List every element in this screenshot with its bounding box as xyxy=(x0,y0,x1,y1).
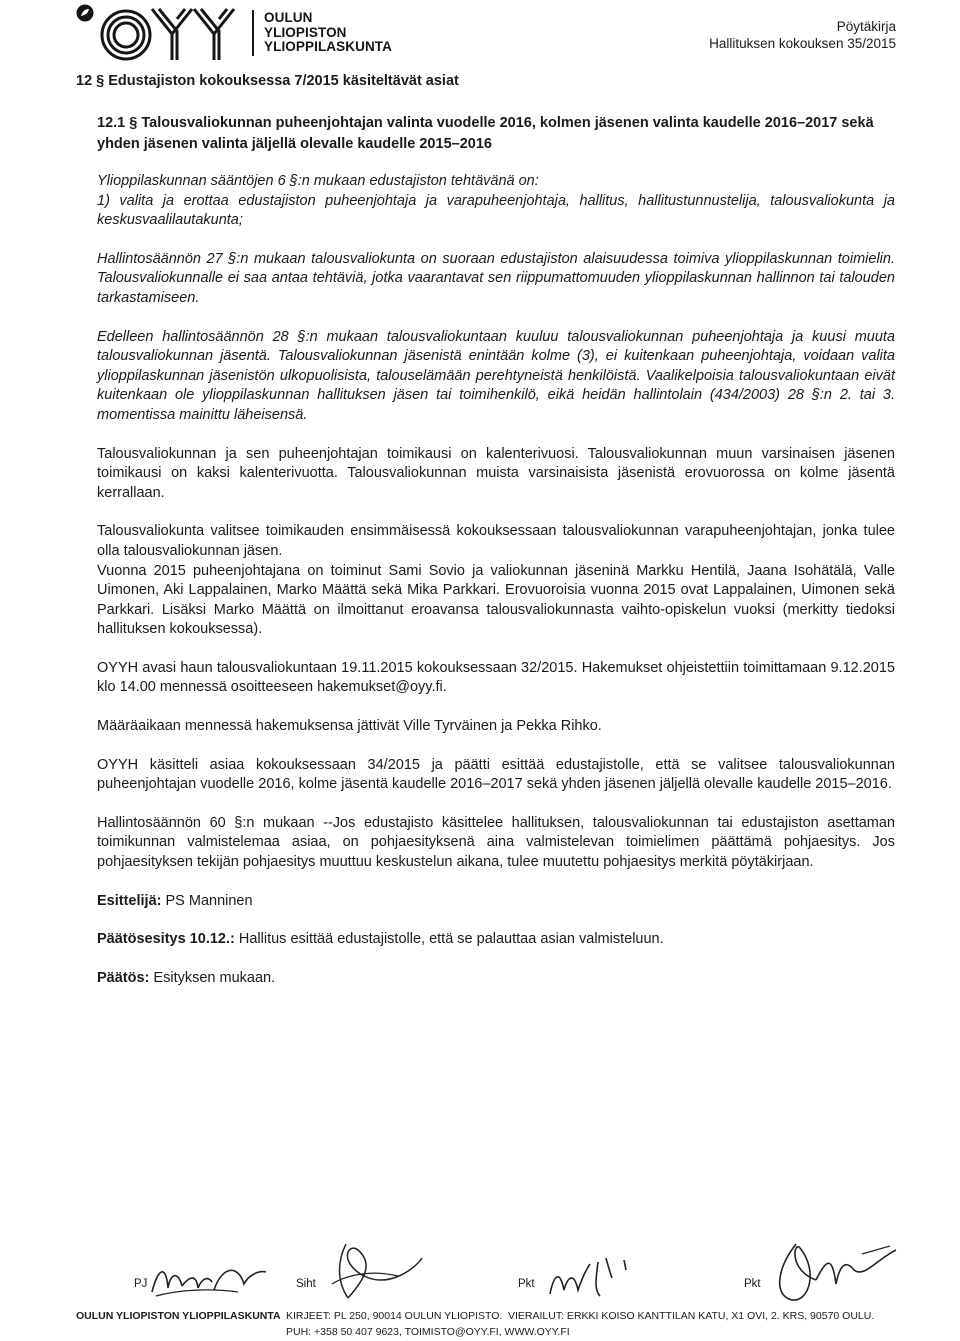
footer-visiting-address: VIERAILUT: ERKKI KOISO KANTTILAN KATU, X1 OVI, 2. KRS, 90570 OULU. xyxy=(508,1310,875,1322)
committee-info xyxy=(97,522,895,640)
signature-row xyxy=(76,1240,896,1302)
signature-label-pj: PJ xyxy=(134,1278,148,1290)
oyy-logo xyxy=(76,4,393,62)
presenter-label: Esittelijä: xyxy=(97,892,162,909)
proposal-line xyxy=(97,930,895,950)
paragraph-rule-60: Hallintosäännön 60 §:n mukaan --Jos edustajisto käsittelee hallituksen, talousvaliokunnan tai edustajiston asettaman toimikunnan valmistelemaa asiaa, on pohjaesityksenä aina valmistelevan toimielimen päättämä pohjaesitys. Jos pohjaesityksen tekijän pohjaesitys muuttuu keskustelun aikana, tulee muutettu pohjaesitys merkitä pöytäkirjaan. xyxy=(97,814,895,871)
footer-contact: PUH: +358 50 407 9623, TOIMISTO@OYY.FI, WWW.OYY.FI xyxy=(286,1326,570,1338)
section-title: 12 § Edustajiston kokouksessa 7/2015 käsiteltävät asiat xyxy=(76,73,459,89)
logo-wordmark xyxy=(264,11,392,55)
presenter-line xyxy=(97,892,895,912)
document-body xyxy=(97,172,895,1007)
statute-quote xyxy=(97,172,895,231)
subsection-title: 12.1 § Talousvaliokunnan puheenjohtajan valinta vuodelle 2016, kolmen jäsenen valinta kaudelle 2016–2017 sekä yhden jäsenen valinta jäljellä olevalle kaudelle 2015–2016 xyxy=(97,115,874,152)
presenter-value: PS Manninen xyxy=(165,892,253,909)
decision-value: Esityksen mukaan. xyxy=(153,969,276,986)
signature-label-pkt-2: Pkt xyxy=(744,1278,761,1290)
decision-line xyxy=(97,969,895,989)
paragraph-application-call: OYYH avasi haun talousvaliokuntaan 19.11.2015 kokouksessaan 32/2015. Hakemukset ohjeistettiin toimittamaan 9.12.2015 klo 14.00 mennessä osoitteeseen hakemukset@oyy.fi. xyxy=(97,659,895,696)
decision-label: Päätös: xyxy=(97,969,150,986)
paragraph-statute-item: 1) valita ja erottaa edustajiston puheenjohtaja ja varapuheenjohtaja, hallitus, hallitustunnustelija, talousvaliokunta ja keskusvaalilautakunta; xyxy=(97,192,895,229)
logo-line-3: YLIOPPILASKUNTA xyxy=(264,39,393,54)
paragraph-statute-intro: Ylioppilaskunnan sääntöjen 6 §:n mukaan edustajiston tehtävänä on: xyxy=(97,173,539,189)
signature-secretary xyxy=(318,1240,428,1302)
document-meta xyxy=(709,18,896,52)
document-reference: Hallituksen kokouksen 35/2015 xyxy=(709,36,896,51)
paragraph-rule-27: Hallintosäännön 27 §:n mukaan talousvaliokunta on suoraan edustajiston alaisuudessa toimiva ylioppilaskunnan toimielin. Talousvaliokunnalle ei saa antaa tehtäviä, jotka vaarantavat sen riippumattomuuden ylioppilaskunnan hallinnon tai talouden tarkastamiseen. xyxy=(97,250,895,306)
paragraph-term: Talousvaliokunnan ja sen puheenjohtajan toimikausi on kalenterivuosi. Talousvaliokunnan muun varsinaisen jäsenen toimikausi on kaksi kalenterivuotta. Talousvaliokunnan muista varsinaisista jäsenistä erovuorossa on kolme jäsentä kerrallaan. xyxy=(97,445,895,501)
footer-organization: OULUN YLIOPISTON YLIOPPILASKUNTA xyxy=(76,1310,281,1322)
page-header xyxy=(76,4,896,66)
paragraph-members-2015: Vuonna 2015 puheenjohtajana on toiminut Sami Sovio ja valiokunnan jäseninä Markku Hentilä, Jaana Isohätälä, Valle Uimonen, Aki Lappalainen, Marko Määttä sekä Mika Parkkari. Erovuoroisia vuonna 2015 ovat Lappalainen, Uimonen sekä Parkkari. Lisäksi Marko Määttä on ilmoittanut eroavansa talousvaliokunnasta vaihto-opiskelun vuoksi (merkitty tiedoksi hallituksen kokouksessa). xyxy=(97,562,895,638)
proposal-value: Hallitus esittää edustajistolle, että se palauttaa asian valmisteluun. xyxy=(238,931,664,948)
proposal-label: Päätösesitys 10.12.: xyxy=(97,931,235,948)
logo-line-2: YLIOPISTON xyxy=(264,24,347,40)
paragraph-rule-28: Edelleen hallintosäännön 28 §:n mukaan talousvaliokuntaan kuuluu talousvaliokunnan puheenjohtaja ja kuusi muuta talousvaliokunnan jäsentä. Talousvaliokunnan jäsenistä enintään kolme (3), ei kuitenkaan puheenjohtaja, voidaan valita ylioppilaskunnan jäsenistön ulkopuolisista, talouselämään perehtyneistä henkilöistä. Vaalikelpoisia talousvaliokuntaan eivät kuitenkaan ole ylioppilaskunnan hallituksen jäsen tai toimihenkilö, eikä heidän hallintolain (434/2003) 28 §:n 2. tai 3. momentissa mainittu läheisensä. xyxy=(97,328,895,423)
signature-label-pkt-1: Pkt xyxy=(518,1278,535,1290)
document-type: Pöytäkirja xyxy=(836,19,896,34)
paragraph-applicants: Määräaikaan mennessä hakemuksensa jättivät Ville Tyrväinen ja Pekka Rihko. xyxy=(97,718,602,735)
footer-postal-address: KIRJEET: PL 250, 90014 OULUN YLIOPISTO. xyxy=(286,1310,503,1322)
signature-chair xyxy=(148,1258,278,1300)
logo-line-1: OULUN xyxy=(264,10,313,25)
signature-examiner-2 xyxy=(766,1240,906,1302)
signature-examiner-1 xyxy=(542,1250,662,1300)
signature-label-siht: Siht xyxy=(296,1278,316,1290)
paragraph-board-decision: OYYH käsitteli asiaa kokouksessaan 34/2015 ja päätti esittää edustajistolle, että se valitsee talousvaliokunnan puheenjohtajan vuodelle 2016, kolme jäsentä kaudelle 2016–2017 sekä yhden jäsenen jäljellä olevalle kaudelle 2015–2016. xyxy=(97,756,895,793)
paragraph-vice-chair: Talousvaliokunta valitsee toimikauden ensimmäisessä kokouksessaan talousvaliokunnan varapuheenjohtajan, jonka tulee olla talousvaliokunnan jäsen. xyxy=(97,523,895,559)
